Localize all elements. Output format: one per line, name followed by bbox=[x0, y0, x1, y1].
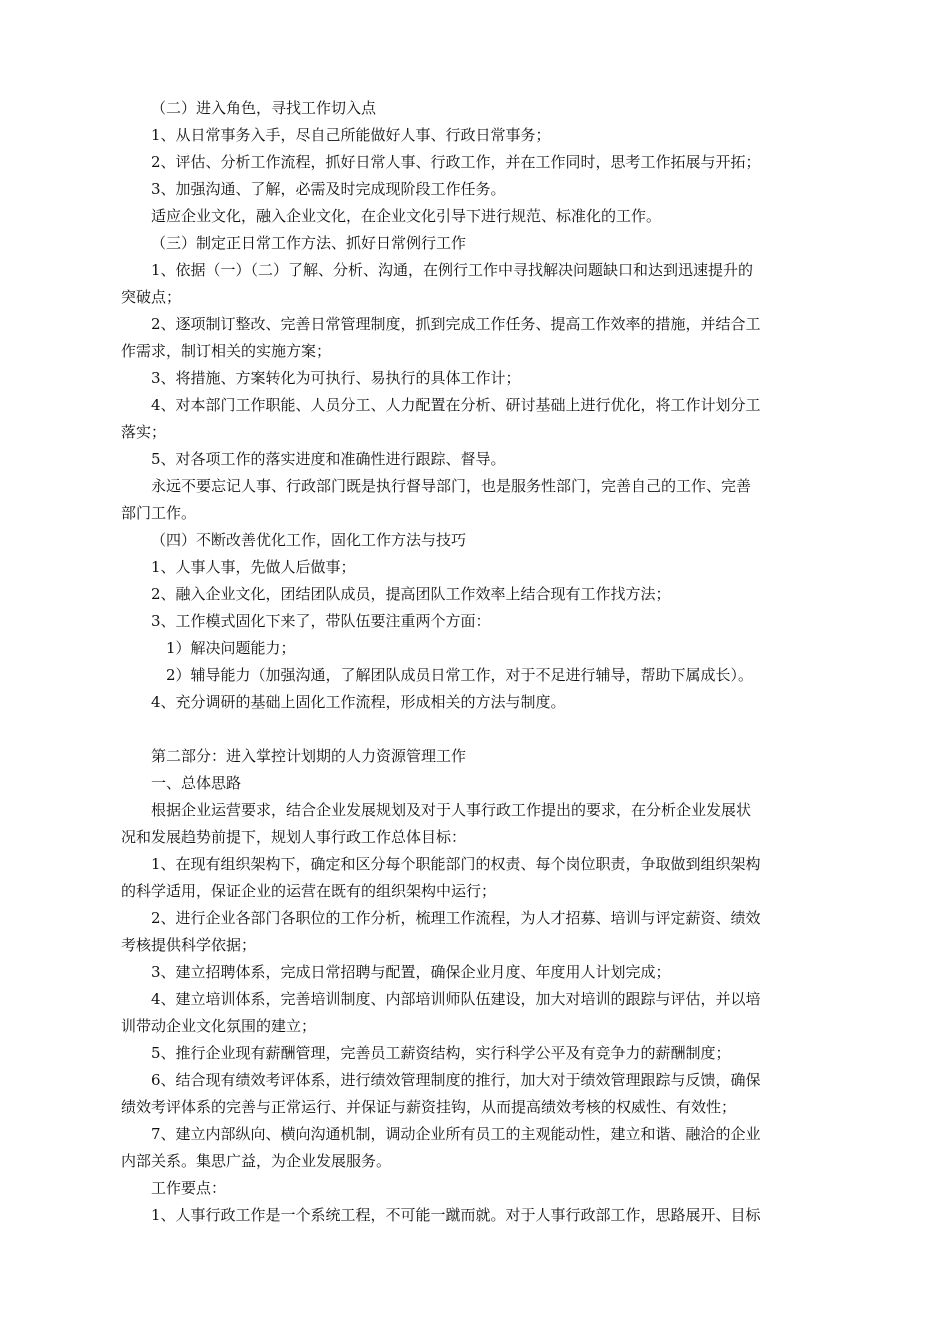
part-heading: 第二部分：进入掌控计划期的人力资源管理工作 bbox=[151, 747, 467, 765]
paragraph-line: 落实； bbox=[121, 423, 167, 441]
paragraph-line: 1、人事行政工作是一个系统工程，不可能一蹴而就。对于人事行政部工作，思路展开、目标 bbox=[151, 1206, 761, 1224]
paragraph-line: 况和发展趋势前提下，规划人事行政工作总体目标： bbox=[121, 828, 467, 846]
document-body bbox=[121, 95, 839, 1229]
paragraph-line: 4、建立培训体系，完善培训制度、内部培训师队伍建设，加大对培训的跟踪与评估，并以培 bbox=[151, 990, 761, 1008]
paragraph-line: 1、从日常事务入手，尽自己所能做好人事、行政日常事务； bbox=[151, 126, 551, 144]
paragraph-line: 2、逐项制订整改、完善日常管理制度，抓到完成工作任务、提高工作效率的措施，并结合工 bbox=[151, 315, 761, 333]
paragraph-line: 突破点； bbox=[121, 288, 182, 306]
paragraph-line: 4、充分调研的基础上固化工作流程，形成相关的方法与制度。 bbox=[151, 693, 566, 711]
paragraph-line: 内部关系。集思广益，为企业发展服务。 bbox=[121, 1152, 392, 1170]
paragraph-line: 3、工作模式固化下来了，带队伍要注重两个方面： bbox=[151, 612, 491, 630]
paragraph-line: 3、建立招聘体系，完成日常招聘与配置，确保企业月度、年度用人计划完成； bbox=[151, 963, 671, 981]
section-heading-4: （四）不断改善优化工作，固化工作方法与技巧 bbox=[151, 531, 467, 549]
paragraph-line: 7、建立内部纵向、横向沟通机制，调动企业所有员工的主观能动性，建立和谐、融洽的企业 bbox=[151, 1125, 761, 1143]
paragraph-line: 1、在现有组织架构下，确定和区分每个职能部门的权责、每个岗位职责，争取做到组织架构 bbox=[151, 855, 761, 873]
paragraph-line: 5、对各项工作的落实进度和准确性进行跟踪、督导。 bbox=[151, 450, 506, 468]
paragraph-line: 1、依据（一）（二）了解、分析、沟通，在例行工作中寻找解决问题缺口和达到迅速提升的 bbox=[151, 261, 754, 279]
paragraph-line: 适应企业文化，融入企业文化，在企业文化引导下进行规范、标准化的工作。 bbox=[151, 207, 662, 225]
paragraph-line: 3、将措施、方案转化为可执行、易执行的具体工作计； bbox=[151, 369, 521, 387]
section-heading-2: （二）进入角色，寻找工作切入点 bbox=[151, 99, 377, 117]
section-heading-general: 一、总体思路 bbox=[151, 774, 242, 792]
paragraph-line: 3、加强沟通、了解，必需及时完成现阶段工作任务。 bbox=[151, 180, 506, 198]
paragraph-line: 2、融入企业文化，团结团队成员，提高团队工作效率上结合现有工作找方法； bbox=[151, 585, 671, 603]
work-points-heading: 工作要点： bbox=[151, 1179, 227, 1197]
paragraph-line: 2、评估、分析工作流程，抓好日常人事、行政工作，并在工作同时，思考工作拓展与开拓； bbox=[151, 153, 761, 171]
paragraph-line: 考核提供科学依据； bbox=[121, 936, 257, 954]
paragraph-line: 1、人事人事，先做人后做事； bbox=[151, 558, 356, 576]
paragraph-line: 作需求，制订相关的实施方案； bbox=[121, 342, 332, 360]
paragraph-line: 2、进行企业各部门各职位的工作分析，梳理工作流程，为人才招募、培训与评定薪资、绩效 bbox=[151, 909, 761, 927]
paragraph-line: 绩效考评体系的完善与正常运行、并保证与薪资挂钩，从而提高绩效考核的权威性、有效性； bbox=[121, 1098, 737, 1116]
blank-line bbox=[121, 716, 839, 743]
paragraph-line: 训带动企业文化氛围的建立； bbox=[121, 1017, 317, 1035]
section-heading-3: （三）制定正日常工作方法、抓好日常例行工作 bbox=[151, 234, 467, 252]
sub-item-line: 1）解决问题能力； bbox=[166, 639, 296, 657]
sub-item-line: 2）辅导能力（加强沟通，了解团队成员日常工作，对于不足进行辅导，帮助下属成长）。 bbox=[166, 666, 754, 684]
paragraph-line: 5、推行企业现有薪酬管理，完善员工薪资结构，实行科学公平及有竞争力的薪酬制度； bbox=[151, 1044, 731, 1062]
paragraph-line: 4、对本部门工作职能、人员分工、人力配置在分析、研讨基础上进行优化，将工作计划分工 bbox=[151, 396, 761, 414]
paragraph-line: 6、结合现有绩效考评体系，进行绩效管理制度的推行，加大对于绩效管理跟踪与反馈，确保 bbox=[151, 1071, 761, 1089]
paragraph-line: 永远不要忘记人事、行政部门既是执行督导部门，也是服务性部门，完善自己的工作、完善 bbox=[151, 477, 752, 495]
paragraph-line: 的科学适用，保证企业的运营在既有的组织架构中运行； bbox=[121, 882, 497, 900]
paragraph-line: 根据企业运营要求，结合企业发展规划及对于人事行政工作提出的要求，在分析企业发展状 bbox=[151, 801, 752, 819]
paragraph-line: 部门工作。 bbox=[121, 504, 197, 522]
